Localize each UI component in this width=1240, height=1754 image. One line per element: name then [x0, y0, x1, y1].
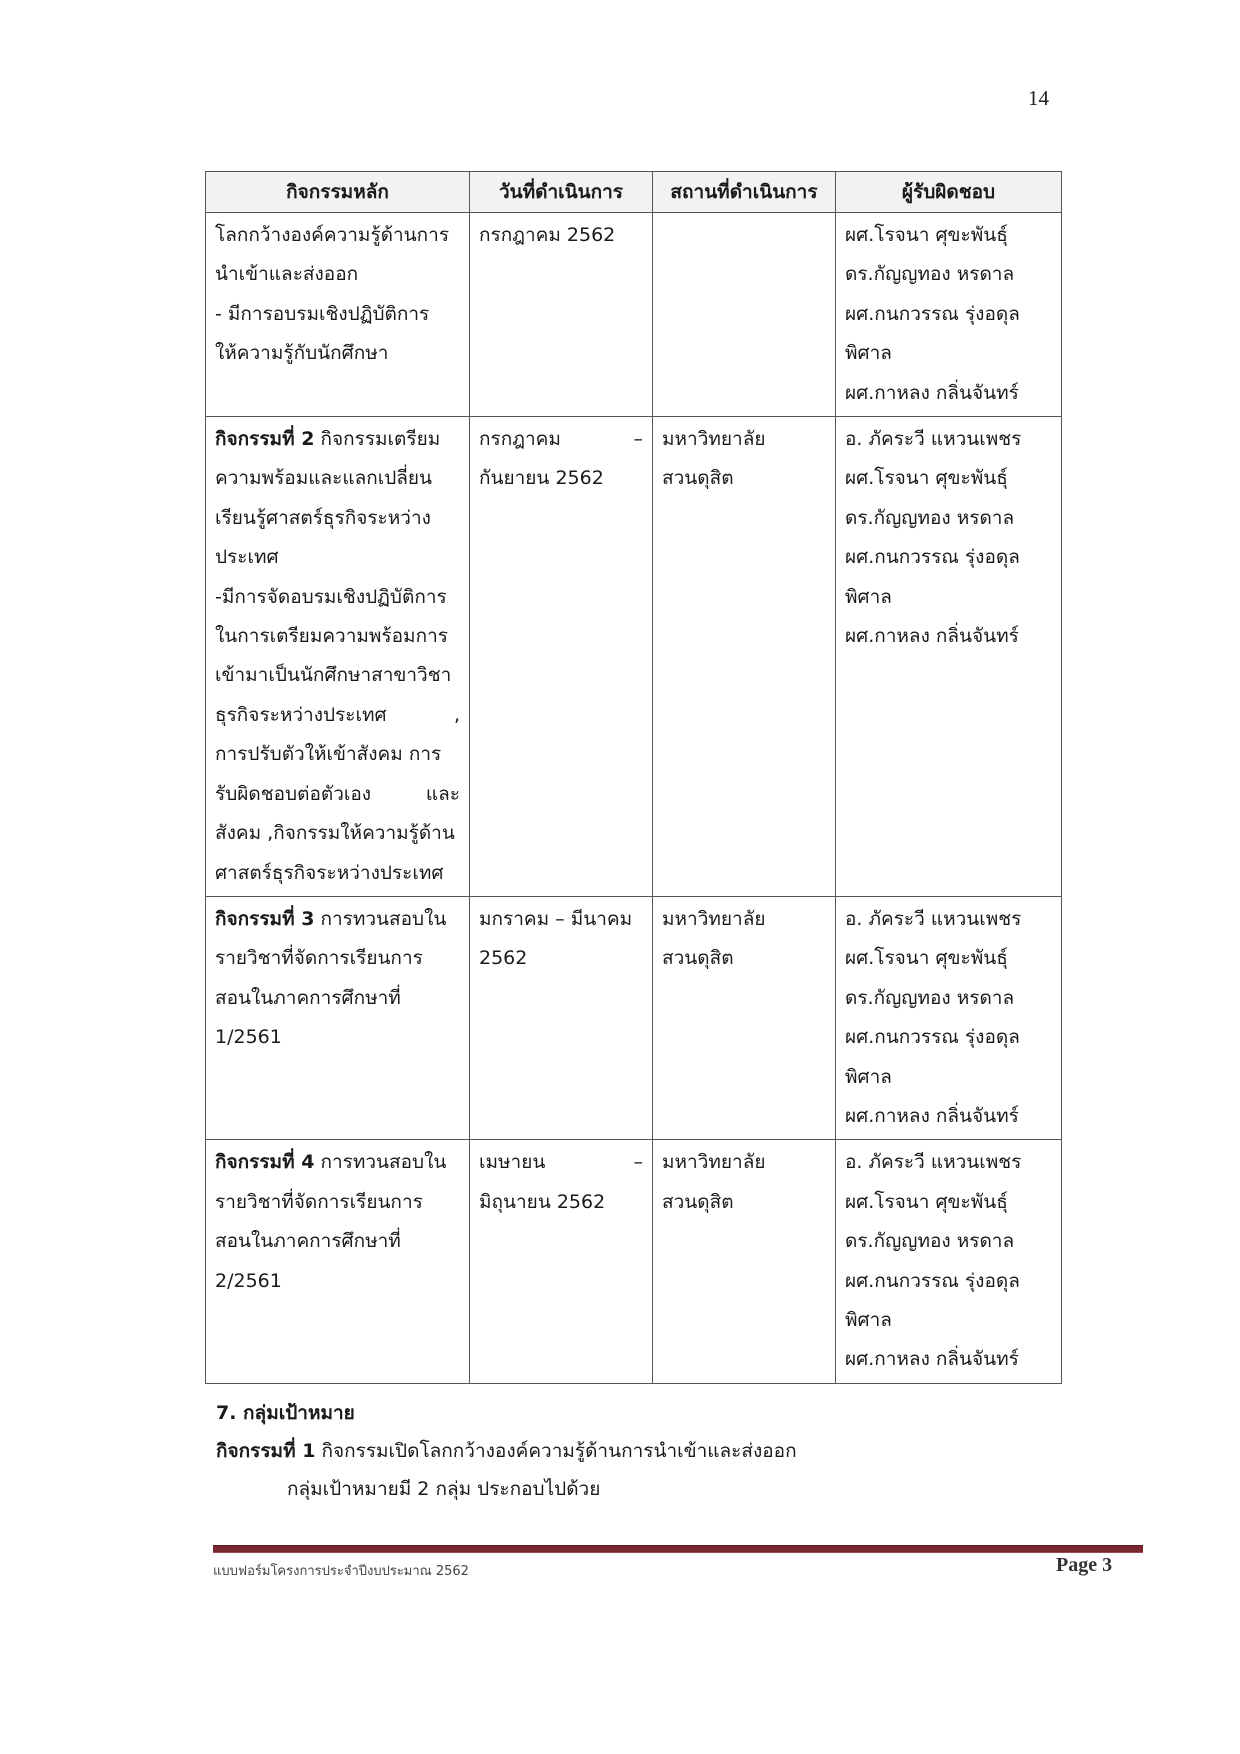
- date-cell: [470, 1140, 653, 1383]
- header-date: วันที่ดำเนินการ: [470, 172, 653, 213]
- activity-line: [215, 900, 460, 939]
- person-line: ผศ.โรจนา ศุขะพันธุ์: [845, 1190, 1008, 1213]
- person-line: ดร.กัญญทอง หรดาล: [845, 506, 1015, 529]
- person-line: พิศาล: [845, 1308, 892, 1331]
- activity-line: [215, 1143, 460, 1182]
- person-line: พิศาล: [845, 342, 892, 365]
- person-line: ผศ.กนกวรรณ รุ่งอดุล: [845, 302, 1020, 325]
- activity-line: ประเทศ: [215, 546, 279, 569]
- responsible-cell: [836, 1140, 1062, 1383]
- date-cell: [470, 213, 653, 417]
- place-cell: มหาวิทยาลัยสวนดุสิต: [653, 417, 836, 897]
- header-responsible: ผู้รับผิดชอบ: [836, 172, 1062, 213]
- activity-number: กิจกรรมที่ 1: [216, 1440, 316, 1462]
- activity-line: ศาสตร์ธุรกิจระหว่างประเทศ: [215, 861, 444, 884]
- activity-line: -มีการจัดอบรมเชิงปฏิบัติการ: [215, 585, 447, 608]
- responsible-cell: [836, 896, 1062, 1139]
- section-activity: [216, 1432, 797, 1470]
- person-line: ดร.กัญญทอง หรดาล: [845, 263, 1015, 286]
- activity-text: การทวนสอบใน: [314, 1151, 447, 1174]
- person-line: ดร.กัญญทอง หรดาล: [845, 1230, 1015, 1253]
- date-line: กรกฎาคม –: [479, 428, 643, 451]
- activity-number: กิจกรรมที่ 4: [215, 1151, 315, 1174]
- person-line: อ. ภัคระวี แหวนเพชร: [845, 428, 1022, 451]
- person-line: ผศ.กาหลง กลิ่นจันทร์: [845, 1104, 1019, 1127]
- section-title: 7. กลุ่มเป้าหมาย: [216, 1402, 355, 1424]
- activity-line: 2/2561: [215, 1269, 282, 1292]
- date-cell: [470, 417, 653, 897]
- person-line: ผศ.กนกวรรณ รุ่งอดุล: [845, 1026, 1020, 1049]
- person-line: ผศ.โรจนา ศุขะพันธุ์: [845, 947, 1008, 970]
- activity-table: [205, 171, 1062, 1384]
- activity-cell: [206, 1140, 470, 1383]
- activity-line: รับผิดชอบต่อตัวเอง และ: [215, 782, 460, 805]
- date-line: เมษายน –: [479, 1151, 643, 1174]
- header-place: สถานที่ดำเนินการ: [653, 172, 836, 213]
- activity-line: ความพร้อมและแลกเปลี่ยน: [215, 467, 433, 490]
- person-line: พิศาล: [845, 585, 892, 608]
- person-line: อ. ภัคระวี แหวนเพชร: [845, 1151, 1022, 1174]
- activity-line: โลกกว้างองค์ความรู้ด้านการ: [215, 224, 450, 246]
- activity-text: การทวนสอบใน: [314, 907, 447, 930]
- activity-line: การปรับตัวให้เข้าสังคม การ: [215, 743, 442, 766]
- activity-number: กิจกรรมที่ 3: [215, 907, 315, 930]
- table-header-row: [206, 172, 1062, 213]
- activity-line: นำเข้าและส่งออก: [215, 263, 359, 286]
- activity-number: กิจกรรมที่ 2: [215, 428, 315, 451]
- footer-form-title: แบบฟอร์มโครงการประจำปีงบประมาณ 2562: [213, 1564, 469, 1579]
- date-cell: [470, 896, 653, 1139]
- person-line: ผศ.โรจนา ศุขะพันธุ์: [845, 467, 1008, 490]
- footer-page-label: Page 3: [1056, 1554, 1113, 1576]
- table-row: [206, 896, 1062, 1139]
- footer-divider: [213, 1545, 1143, 1553]
- target-group-text: กลุ่มเป้าหมายมี 2 กลุ่ม ประกอบไปด้วย: [287, 1478, 601, 1500]
- activity-line: ธุรกิจระหว่างประเทศ ,: [215, 703, 460, 726]
- activity-line: สังคม ,กิจกรรมให้ความรู้ด้าน: [215, 822, 455, 845]
- activity-cell: [206, 213, 470, 417]
- table-row: [206, 213, 1062, 417]
- person-line: ผศ.กาหลง กลิ่นจันทร์: [845, 1348, 1019, 1371]
- place-cell: มหาวิทยาลัยสวนดุสิต: [653, 1140, 836, 1383]
- activity-line: ให้ความรู้กับนักศึกษา: [215, 342, 389, 365]
- activity-cell: [206, 896, 470, 1139]
- date-line: กันยายน 2562: [479, 467, 604, 490]
- activity-line: เรียนรู้ศาสตร์ธุรกิจระหว่าง: [215, 506, 431, 529]
- activity-line: รายวิชาที่จัดการเรียนการ: [215, 947, 423, 970]
- activity-line: [215, 420, 460, 459]
- person-line: ดร.กัญญทอง หรดาล: [845, 986, 1015, 1009]
- table-row: [206, 1140, 1062, 1383]
- activity-line: เข้ามาเป็นนักศึกษาสาขาวิชา: [215, 664, 452, 687]
- activity-line: ในการเตรียมความพร้อมการ: [215, 625, 448, 648]
- person-line: อ. ภัคระวี แหวนเพชร: [845, 907, 1022, 930]
- person-line: ผศ.กาหลง กลิ่นจันทร์: [845, 625, 1019, 648]
- activity-line: สอนในภาคการศึกษาที่: [215, 1230, 401, 1253]
- responsible-cell: [836, 417, 1062, 897]
- header-main-activity: กิจกรรมหลัก: [206, 172, 470, 213]
- date-line: กรกฎาคม 2562: [479, 224, 616, 246]
- activity-line: 1/2561: [215, 1026, 282, 1049]
- activity-line: สอนในภาคการศึกษาที่: [215, 986, 401, 1009]
- table-row: [206, 417, 1062, 897]
- date-line: มกราคม – มีนาคม: [479, 907, 633, 930]
- responsible-cell: [836, 213, 1062, 417]
- activity-text: กิจกรรมเตรียม: [314, 428, 441, 451]
- page-number: 14: [1028, 86, 1049, 110]
- activity-line: รายวิชาที่จัดการเรียนการ: [215, 1190, 423, 1213]
- place-cell: มหาวิทยาลัยสวนดุสิต: [653, 896, 836, 1139]
- activity-cell: [206, 417, 470, 897]
- place-cell: [653, 213, 836, 417]
- date-line: มิถุนายน 2562: [479, 1190, 606, 1213]
- person-line: พิศาล: [845, 1065, 892, 1088]
- date-line: 2562: [479, 947, 528, 970]
- activity-text: กิจกรรมเปิดโลกกว้างองค์ความรู้ด้านการนำเข้าและส่งออก: [315, 1440, 797, 1462]
- section-heading: [216, 1394, 355, 1432]
- person-line: ผศ.กนกวรรณ รุ่งอดุล: [845, 1269, 1020, 1292]
- person-line: ผศ.กาหลง กลิ่นจันทร์: [845, 381, 1019, 404]
- activity-line: - มีการอบรมเชิงปฏิบัติการ: [215, 302, 430, 325]
- person-line: ผศ.โรจนา ศุขะพันธุ์: [845, 224, 1008, 246]
- person-line: ผศ.กนกวรรณ รุ่งอดุล: [845, 546, 1020, 569]
